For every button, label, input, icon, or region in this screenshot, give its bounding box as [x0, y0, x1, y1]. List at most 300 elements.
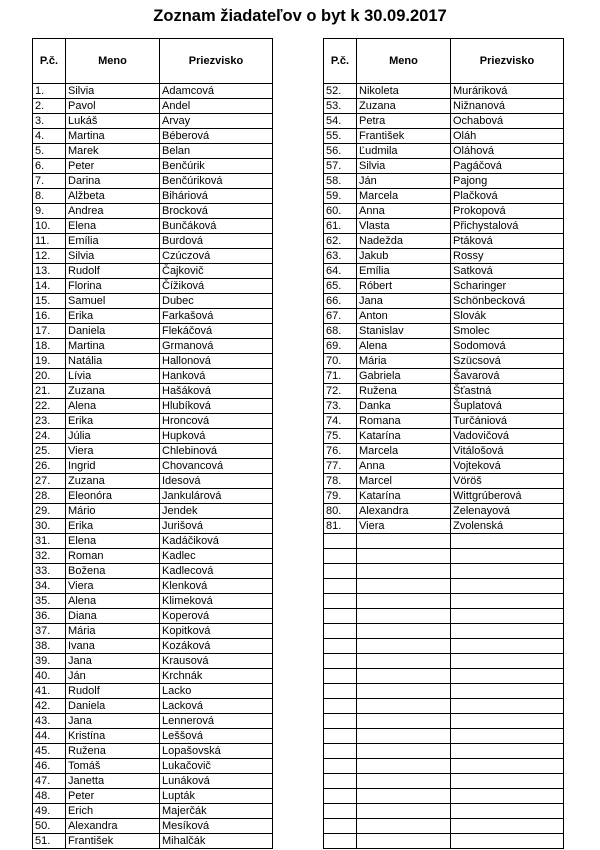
cell-last-name: Kadlecová: [160, 564, 273, 579]
table-row: [33, 354, 273, 369]
cell-number: 63.: [324, 249, 357, 264]
table-row: [324, 324, 564, 339]
cell-first-name: Lívia: [66, 369, 160, 384]
cell-first-name: Anna: [357, 459, 451, 474]
cell-first-name: Kristína: [66, 729, 160, 744]
cell-last-name: Lunáková: [160, 774, 273, 789]
table-row: [33, 594, 273, 609]
cell-first-name: Zuzana: [357, 99, 451, 114]
cell-first-name: [357, 759, 451, 774]
table-row: [33, 339, 273, 354]
table-row: [33, 519, 273, 534]
table-row: [324, 429, 564, 444]
cell-first-name: Anna: [357, 204, 451, 219]
table-row: [324, 549, 564, 564]
cell-last-name: Belan: [160, 144, 273, 159]
table-row: [324, 249, 564, 264]
cell-first-name: Romana: [357, 414, 451, 429]
cell-number: 55.: [324, 129, 357, 144]
cell-last-name: Burdová: [160, 234, 273, 249]
cell-number: 16.: [33, 309, 66, 324]
cell-last-name: Turčániová: [451, 414, 564, 429]
table-row: [324, 639, 564, 654]
cell-number: [324, 609, 357, 624]
cell-number: 17.: [33, 324, 66, 339]
table-row: [33, 699, 273, 714]
cell-number: 32.: [33, 549, 66, 564]
cell-last-name: Jurišová: [160, 519, 273, 534]
cell-first-name: Júlia: [66, 429, 160, 444]
cell-first-name: Alena: [66, 399, 160, 414]
cell-first-name: Jana: [357, 294, 451, 309]
cell-first-name: Katarína: [357, 489, 451, 504]
page-title: Zoznam žiadateľov o byt k 30.09.2017: [153, 7, 447, 25]
table-row: [33, 129, 273, 144]
cell-number: 43.: [33, 714, 66, 729]
cell-first-name: Ingrid: [66, 459, 160, 474]
cell-first-name: Ružena: [357, 384, 451, 399]
cell-first-name: Janetta: [66, 774, 160, 789]
cell-number: 54.: [324, 114, 357, 129]
cell-last-name: [451, 729, 564, 744]
table-row: [33, 579, 273, 594]
table-header-row: [324, 39, 564, 84]
cell-last-name: Béberová: [160, 129, 273, 144]
cell-number: [324, 639, 357, 654]
cell-first-name: František: [357, 129, 451, 144]
cell-number: 73.: [324, 399, 357, 414]
cell-last-name: Benčúrik: [160, 159, 273, 174]
cell-number: 40.: [33, 669, 66, 684]
cell-number: 11.: [33, 234, 66, 249]
cell-last-name: Kadáčiková: [160, 534, 273, 549]
cell-last-name: Arvay: [160, 114, 273, 129]
cell-number: 9.: [33, 204, 66, 219]
cell-last-name: Klimeková: [160, 594, 273, 609]
cell-first-name: Peter: [66, 159, 160, 174]
cell-last-name: Oláh: [451, 129, 564, 144]
cell-number: 75.: [324, 429, 357, 444]
cell-first-name: Florina: [66, 279, 160, 294]
cell-number: 60.: [324, 204, 357, 219]
table-row: [33, 444, 273, 459]
cell-first-name: [357, 744, 451, 759]
cell-last-name: [451, 654, 564, 669]
table-row: [33, 429, 273, 444]
cell-last-name: Rossy: [451, 249, 564, 264]
table-row: [324, 714, 564, 729]
cell-number: 66.: [324, 294, 357, 309]
cell-first-name: Tomáš: [66, 759, 160, 774]
cell-last-name: [451, 804, 564, 819]
cell-first-name: [357, 729, 451, 744]
cell-number: 58.: [324, 174, 357, 189]
cell-number: 13.: [33, 264, 66, 279]
table-row: [324, 204, 564, 219]
table-row: [33, 144, 273, 159]
cell-last-name: Krausová: [160, 654, 273, 669]
cell-number: [324, 564, 357, 579]
cell-first-name: Róbert: [357, 279, 451, 294]
cell-last-name: Přichystalová: [451, 219, 564, 234]
table-row: [324, 354, 564, 369]
cell-last-name: [451, 564, 564, 579]
cell-last-name: Bunčáková: [160, 219, 273, 234]
table-row: [33, 609, 273, 624]
table-row: [33, 534, 273, 549]
cell-last-name: Hanková: [160, 369, 273, 384]
applicant-rows-left: [33, 84, 273, 849]
table-row: [324, 774, 564, 789]
table-row: [33, 249, 273, 264]
cell-last-name: Kozáková: [160, 639, 273, 654]
table-row: [33, 114, 273, 129]
cell-first-name: Marek: [66, 144, 160, 159]
table-row: [324, 339, 564, 354]
cell-last-name: Ptáková: [451, 234, 564, 249]
table-row: [33, 684, 273, 699]
cell-number: 3.: [33, 114, 66, 129]
cell-number: 30.: [33, 519, 66, 534]
table-row: [33, 744, 273, 759]
cell-first-name: Ľudmila: [357, 144, 451, 159]
cell-first-name: Daniela: [66, 324, 160, 339]
cell-number: [324, 774, 357, 789]
cell-first-name: Elena: [66, 219, 160, 234]
table-row: [33, 669, 273, 684]
table-row: [324, 384, 564, 399]
cell-last-name: Vojteková: [451, 459, 564, 474]
cell-first-name: Emília: [66, 234, 160, 249]
cell-first-name: [357, 624, 451, 639]
cell-last-name: Satková: [451, 264, 564, 279]
table-row: [33, 459, 273, 474]
cell-number: 34.: [33, 579, 66, 594]
cell-number: 52.: [324, 84, 357, 99]
cell-number: [324, 744, 357, 759]
cell-last-name: Hroncová: [160, 414, 273, 429]
table-row: [33, 399, 273, 414]
cell-last-name: Hlubíková: [160, 399, 273, 414]
cell-first-name: Silvia: [66, 249, 160, 264]
cell-first-name: [357, 804, 451, 819]
cell-first-name: Mária: [357, 354, 451, 369]
cell-last-name: Šuplatová: [451, 399, 564, 414]
table-row: [324, 129, 564, 144]
table-row: [33, 219, 273, 234]
cell-first-name: Viera: [66, 444, 160, 459]
table-row: [324, 759, 564, 774]
cell-last-name: Lopašovská: [160, 744, 273, 759]
cell-number: [324, 789, 357, 804]
cell-first-name: Alena: [357, 339, 451, 354]
cell-last-name: [451, 774, 564, 789]
cell-last-name: Oláhová: [451, 144, 564, 159]
cell-last-name: Hallonová: [160, 354, 273, 369]
table-row: [324, 534, 564, 549]
table-row: [324, 744, 564, 759]
cell-last-name: Idesová: [160, 474, 273, 489]
table-row: [33, 189, 273, 204]
cell-first-name: Alena: [66, 594, 160, 609]
cell-last-name: [451, 669, 564, 684]
cell-first-name: Danka: [357, 399, 451, 414]
cell-number: 68.: [324, 324, 357, 339]
table-row: [33, 639, 273, 654]
cell-last-name: [451, 714, 564, 729]
table-row: [33, 309, 273, 324]
cell-last-name: [451, 549, 564, 564]
table-row: [33, 369, 273, 384]
cell-number: 24.: [33, 429, 66, 444]
cell-number: 20.: [33, 369, 66, 384]
cell-number: 67.: [324, 309, 357, 324]
cell-number: 26.: [33, 459, 66, 474]
table-row: [324, 504, 564, 519]
table-row: [324, 654, 564, 669]
table-row: [33, 279, 273, 294]
cell-last-name: Vitálošová: [451, 444, 564, 459]
cell-first-name: Mária: [66, 624, 160, 639]
cell-first-name: Božena: [66, 564, 160, 579]
table-row: [324, 99, 564, 114]
table-row: [324, 279, 564, 294]
cell-first-name: Viera: [66, 579, 160, 594]
cell-number: 74.: [324, 414, 357, 429]
table-row: [324, 729, 564, 744]
cell-first-name: Roman: [66, 549, 160, 564]
cell-last-name: Lacková: [160, 699, 273, 714]
cell-number: [324, 654, 357, 669]
table-row: [33, 414, 273, 429]
cell-first-name: Viera: [357, 519, 451, 534]
cell-first-name: Alexandra: [357, 504, 451, 519]
table-row: [33, 234, 273, 249]
table-row: [324, 489, 564, 504]
table-row: [33, 84, 273, 99]
cell-last-name: Lennerová: [160, 714, 273, 729]
table-row: [33, 264, 273, 279]
cell-first-name: [357, 609, 451, 624]
cell-number: 28.: [33, 489, 66, 504]
cell-last-name: Jankulárová: [160, 489, 273, 504]
cell-first-name: Jana: [66, 654, 160, 669]
cell-last-name: Vadovičová: [451, 429, 564, 444]
cell-last-name: [451, 609, 564, 624]
cell-last-name: [451, 624, 564, 639]
cell-last-name: Mesíková: [160, 819, 273, 834]
table-row: [33, 489, 273, 504]
cell-number: 57.: [324, 159, 357, 174]
cell-first-name: [357, 684, 451, 699]
table-row: [324, 684, 564, 699]
cell-last-name: Farkašová: [160, 309, 273, 324]
cell-last-name: [451, 789, 564, 804]
cell-first-name: [357, 639, 451, 654]
cell-last-name: [451, 834, 564, 849]
cell-number: 33.: [33, 564, 66, 579]
cell-first-name: Pavol: [66, 99, 160, 114]
table-row: [324, 459, 564, 474]
cell-number: 27.: [33, 474, 66, 489]
cell-number: [324, 699, 357, 714]
table-row: [324, 84, 564, 99]
cell-first-name: Erika: [66, 414, 160, 429]
cell-first-name: Zuzana: [66, 474, 160, 489]
cell-last-name: Prokopová: [451, 204, 564, 219]
cell-number: 46.: [33, 759, 66, 774]
cell-first-name: Jakub: [357, 249, 451, 264]
table-row: [33, 324, 273, 339]
cell-last-name: Krchnák: [160, 669, 273, 684]
cell-first-name: Peter: [66, 789, 160, 804]
cell-last-name: Čajkovič: [160, 264, 273, 279]
cell-number: 69.: [324, 339, 357, 354]
cell-first-name: Stanislav: [357, 324, 451, 339]
table-row: [324, 444, 564, 459]
cell-first-name: Ružena: [66, 744, 160, 759]
cell-number: 45.: [33, 744, 66, 759]
table-row: [324, 834, 564, 849]
cell-number: [324, 834, 357, 849]
cell-number: [324, 534, 357, 549]
table-row: [33, 504, 273, 519]
table-row: [324, 414, 564, 429]
cell-first-name: Ivana: [66, 639, 160, 654]
cell-number: 7.: [33, 174, 66, 189]
cell-number: [324, 669, 357, 684]
table-row: [324, 474, 564, 489]
cell-last-name: Dubec: [160, 294, 273, 309]
cell-last-name: Muráriková: [451, 84, 564, 99]
cell-number: 47.: [33, 774, 66, 789]
cell-first-name: [357, 654, 451, 669]
table-row: [324, 789, 564, 804]
table-row: [33, 624, 273, 639]
table-row: [33, 564, 273, 579]
cell-number: 48.: [33, 789, 66, 804]
cell-number: 56.: [324, 144, 357, 159]
cell-last-name: Zelenayová: [451, 504, 564, 519]
cell-number: 50.: [33, 819, 66, 834]
header-number: P.č.: [324, 39, 357, 84]
cell-number: 80.: [324, 504, 357, 519]
cell-number: [324, 729, 357, 744]
table-row: [33, 654, 273, 669]
table-row: [33, 294, 273, 309]
cell-first-name: Jana: [66, 714, 160, 729]
cell-number: 62.: [324, 234, 357, 249]
table-row: [324, 264, 564, 279]
table-row: [33, 804, 273, 819]
header-first-name: Meno: [66, 39, 160, 84]
header-last-name: Priezvisko: [451, 39, 564, 84]
cell-number: [324, 714, 357, 729]
cell-number: 6.: [33, 159, 66, 174]
cell-number: 12.: [33, 249, 66, 264]
cell-last-name: Majerčák: [160, 804, 273, 819]
cell-last-name: Hašáková: [160, 384, 273, 399]
cell-first-name: [357, 579, 451, 594]
cell-last-name: Scharinger: [451, 279, 564, 294]
cell-last-name: Hupková: [160, 429, 273, 444]
table-row: [33, 729, 273, 744]
cell-number: [324, 819, 357, 834]
cell-number: 29.: [33, 504, 66, 519]
table-row: [324, 114, 564, 129]
table-row: [33, 99, 273, 114]
cell-number: [324, 579, 357, 594]
cell-first-name: Ján: [357, 174, 451, 189]
cell-number: 4.: [33, 129, 66, 144]
cell-first-name: [357, 564, 451, 579]
cell-number: 59.: [324, 189, 357, 204]
cell-first-name: Martina: [66, 339, 160, 354]
cell-first-name: [357, 774, 451, 789]
cell-first-name: Erika: [66, 309, 160, 324]
cell-last-name: Andel: [160, 99, 273, 114]
table-row: [324, 369, 564, 384]
cell-last-name: Biháriová: [160, 189, 273, 204]
cell-last-name: Flekáčová: [160, 324, 273, 339]
cell-first-name: Katarína: [357, 429, 451, 444]
cell-last-name: Schönbecková: [451, 294, 564, 309]
header-number: P.č.: [33, 39, 66, 84]
table-row: [324, 159, 564, 174]
table-row: [33, 819, 273, 834]
table-row: [324, 594, 564, 609]
cell-first-name: [357, 789, 451, 804]
cell-last-name: Lukačovič: [160, 759, 273, 774]
cell-first-name: [357, 594, 451, 609]
cell-last-name: Smolec: [451, 324, 564, 339]
table-row: [33, 474, 273, 489]
cell-first-name: Anton: [357, 309, 451, 324]
cell-number: 42.: [33, 699, 66, 714]
cell-last-name: Chlebinová: [160, 444, 273, 459]
cell-last-name: Grmanová: [160, 339, 273, 354]
cell-number: [324, 594, 357, 609]
table-row: [33, 774, 273, 789]
cell-number: 2.: [33, 99, 66, 114]
cell-number: 37.: [33, 624, 66, 639]
table-row: [324, 699, 564, 714]
cell-first-name: [357, 669, 451, 684]
cell-first-name: [357, 834, 451, 849]
cell-number: 25.: [33, 444, 66, 459]
table-row: [324, 579, 564, 594]
cell-last-name: [451, 744, 564, 759]
cell-first-name: Erika: [66, 519, 160, 534]
cell-number: 22.: [33, 399, 66, 414]
cell-last-name: Šavarová: [451, 369, 564, 384]
cell-last-name: Plačková: [451, 189, 564, 204]
cell-last-name: Lacko: [160, 684, 273, 699]
table-row: [324, 174, 564, 189]
cell-first-name: Erich: [66, 804, 160, 819]
table-row: [324, 219, 564, 234]
cell-last-name: Jendek: [160, 504, 273, 519]
cell-last-name: Adamcová: [160, 84, 273, 99]
table-row: [33, 714, 273, 729]
table-row: [324, 189, 564, 204]
cell-last-name: Benčúriková: [160, 174, 273, 189]
cell-number: 36.: [33, 609, 66, 624]
cell-last-name: Lupták: [160, 789, 273, 804]
header-first-name: Meno: [357, 39, 451, 84]
cell-number: 39.: [33, 654, 66, 669]
cell-number: 71.: [324, 369, 357, 384]
